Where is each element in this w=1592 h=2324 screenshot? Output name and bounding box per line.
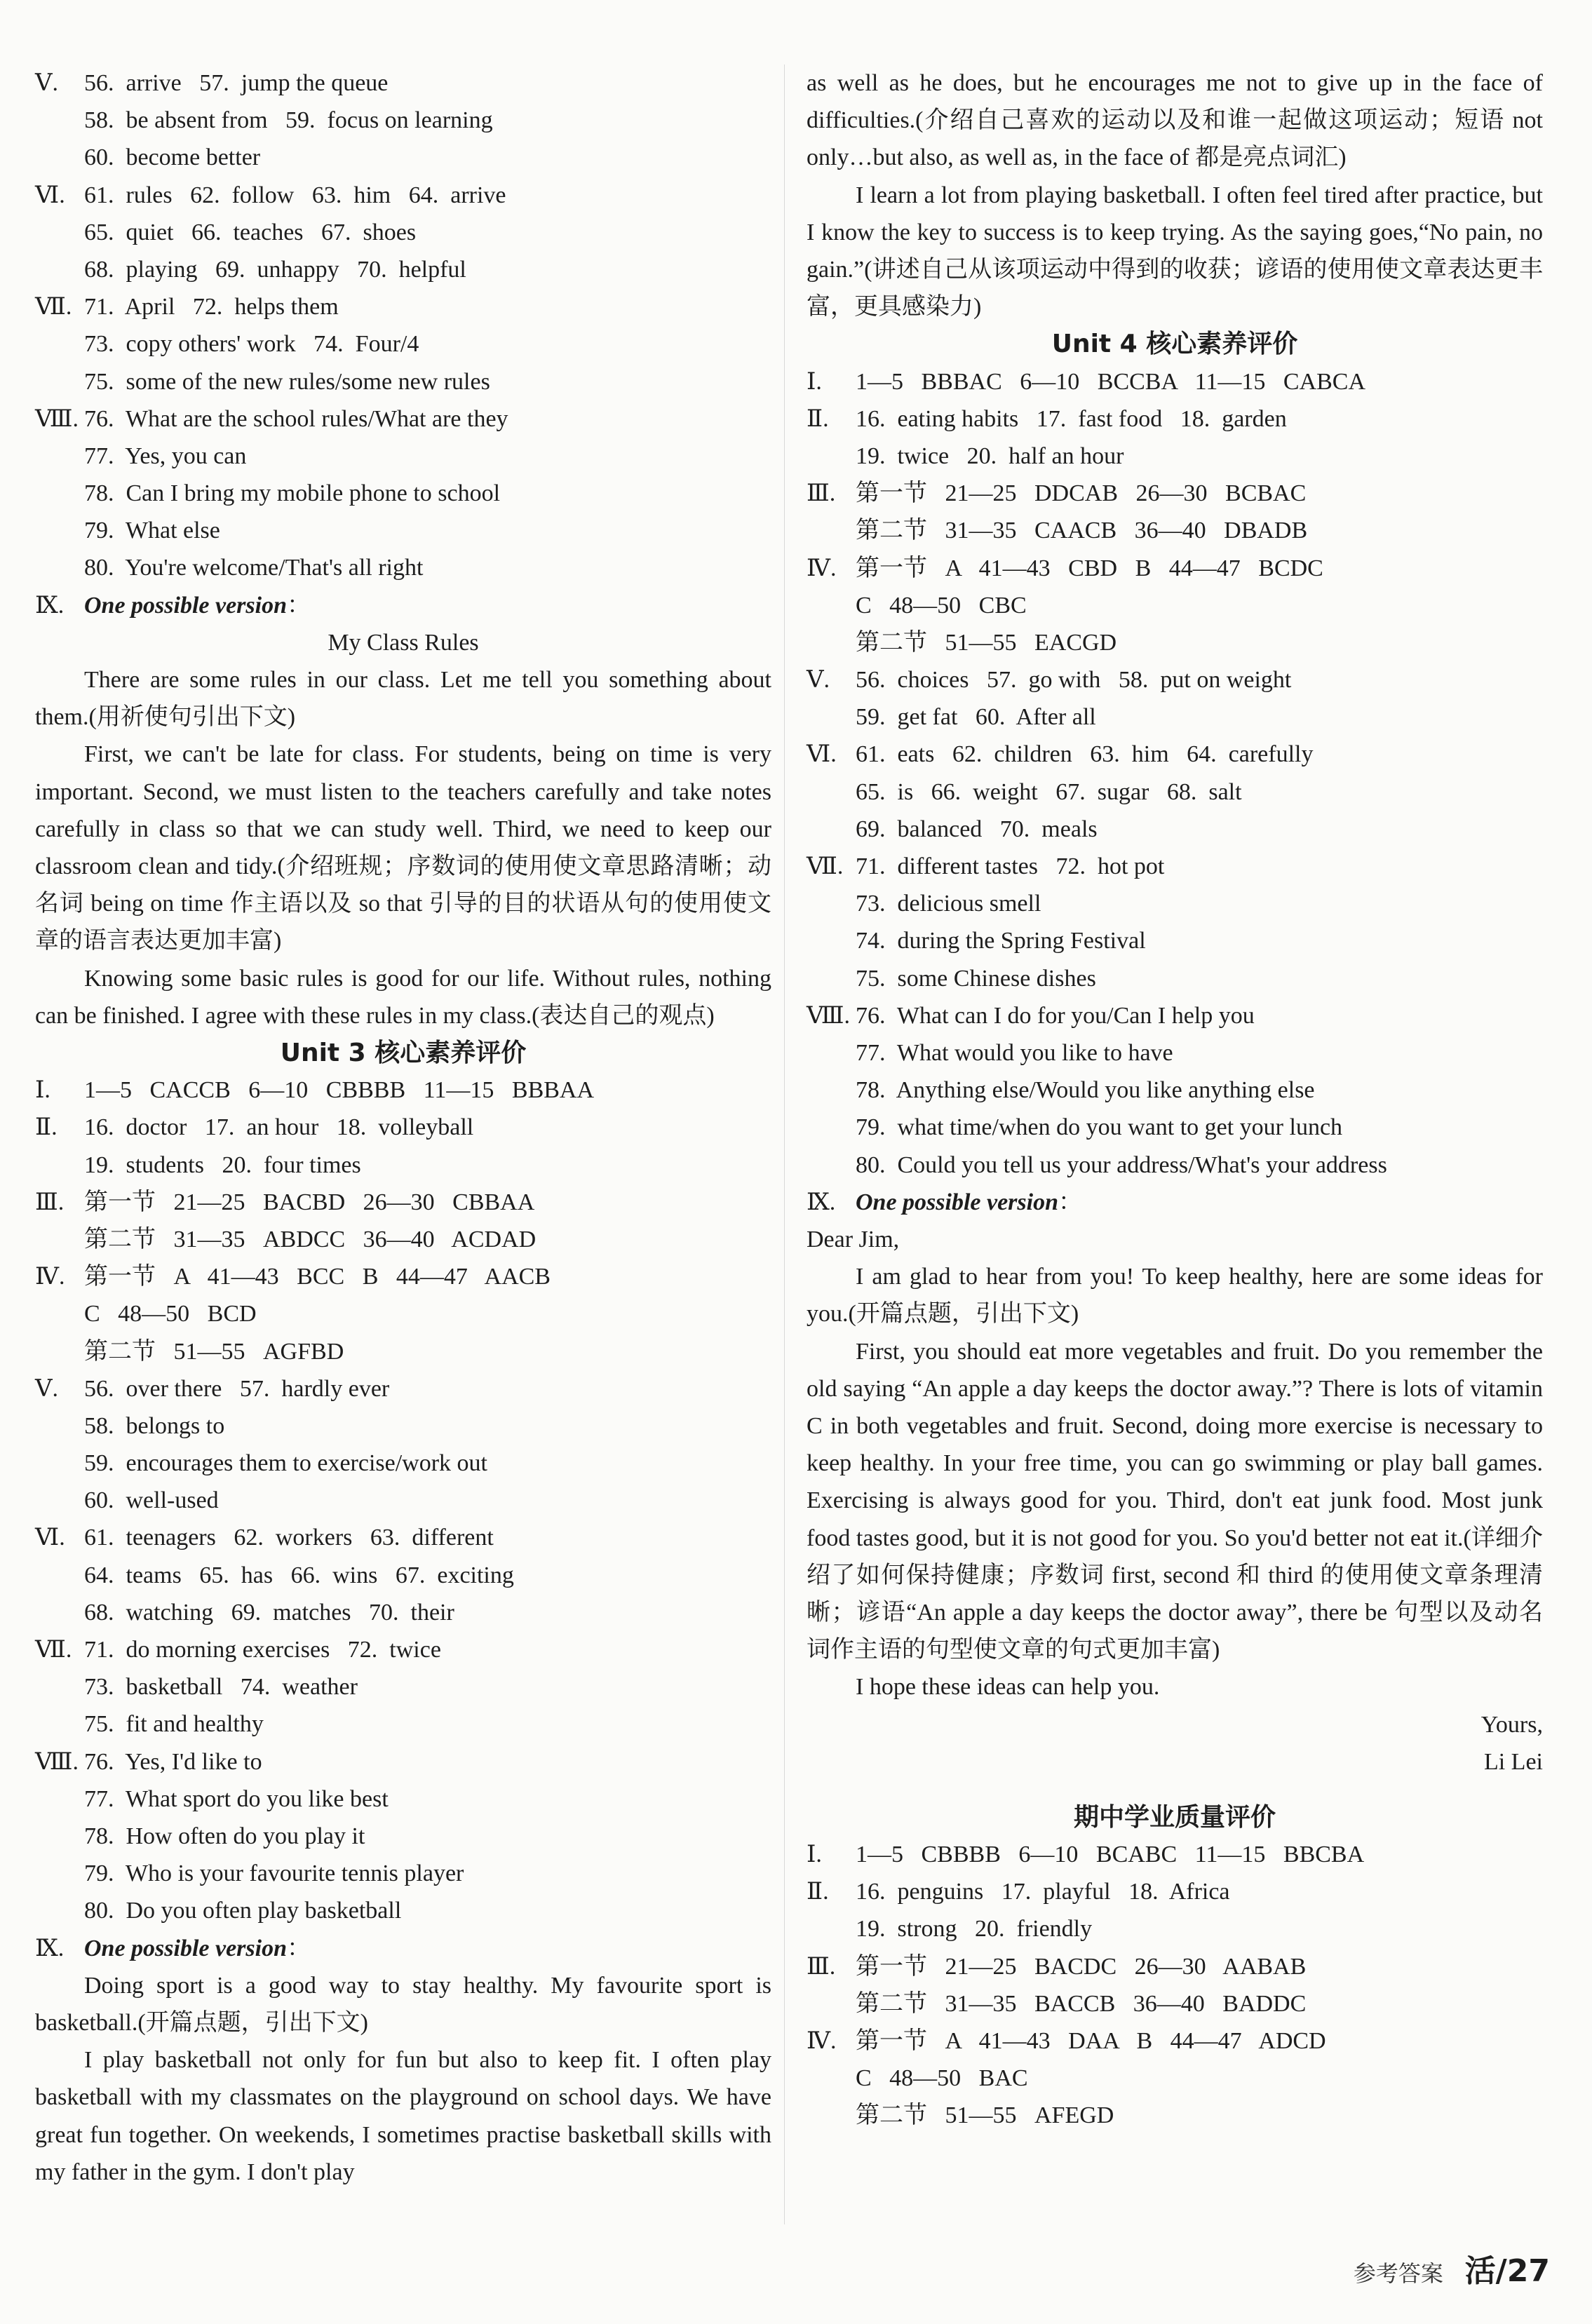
answer-text: 第一节 21—25 DDCAB 26—30 BCBAC <box>856 480 1307 507</box>
version-label: One possible version <box>84 592 287 619</box>
answer-line: 80. Could you tell us your address/What's your address <box>856 1151 1387 1178</box>
answer-line: 58. be absent from 59. focus on learning <box>84 107 493 134</box>
answer-text: 56. arrive 57. jump the queue <box>84 70 389 96</box>
unit-heading: Unit 3 核心素养评价 <box>280 1039 527 1068</box>
writing-section-label <box>35 587 771 624</box>
section-number: Ⅲ. <box>807 1953 836 1980</box>
answer-line: 80. Do you often play basketball <box>84 1898 402 1924</box>
answer-line: C 48—50 CBC <box>856 592 1027 619</box>
answer-text: 71. different tastes 72. hot pot <box>856 853 1165 880</box>
answer-line <box>35 1370 771 1407</box>
page-number: 活/27 <box>1464 2253 1550 2289</box>
answer-line: 78. Anything else/Would you like anything else <box>856 1077 1315 1104</box>
colon: ： <box>287 1935 311 1961</box>
answer-line <box>807 661 1543 698</box>
letter-signoff: Yours, <box>1480 1711 1543 1738</box>
answer-text: 76. What are the school rules/What are they <box>84 405 508 432</box>
answer-line: 73. basketball 74. weather <box>84 1674 358 1701</box>
answer-line <box>35 1109 771 1146</box>
section-number: Ⅷ. <box>35 405 79 432</box>
answer-line: 19. twice 20. half an hour <box>856 442 1124 469</box>
column-divider <box>784 65 785 2224</box>
essay-paragraph: as well as he does, but he encourages me not to give up in the face of difficulties.(介绍自己喜欢的运动以及和谁一起做这项运动；短语 not only…but also, as well as, in the face of 都是亮点词汇) <box>807 70 1543 171</box>
answer-line: 77. What would you like to have <box>856 1039 1173 1066</box>
answer-line: 第二节 31—35 ABDCC 36—40 ACDAD <box>84 1226 537 1252</box>
section-number: Ⅷ. <box>35 1748 79 1775</box>
right-column <box>807 65 1543 2135</box>
answer-line: 79. What else <box>84 518 220 544</box>
answer-line: 79. Who is your favourite tennis player <box>84 1860 464 1887</box>
colon: ： <box>287 592 311 619</box>
answer-text: 61. rules 62. follow 63. him 64. arrive <box>84 182 506 208</box>
answer-line: 第二节 51—55 AFEGD <box>856 2102 1114 2129</box>
section-number: Ⅵ. <box>35 182 65 208</box>
answer-line: 77. What sport do you like best <box>84 1785 389 1812</box>
section-number: Ⅳ. <box>807 555 837 581</box>
answer-line: 79. what time/when do you want to get your lunch <box>856 1114 1343 1141</box>
section-number: Ⅸ. <box>807 1189 836 1215</box>
answer-line <box>807 997 1543 1034</box>
answer-text: 16. doctor 17. an hour 18. volleyball <box>84 1114 474 1141</box>
section-number: Ⅶ. <box>35 294 72 320</box>
left-column <box>35 65 771 2191</box>
answer-text: 第一节 A 41—43 BCC B 44—47 AACB <box>84 1264 551 1290</box>
answer-text: 1—5 BBBAC 6—10 BCCBA 11—15 CABCA <box>856 368 1366 395</box>
letter-signoff: Li Lei <box>1483 1748 1543 1775</box>
answer-line: 60. become better <box>84 144 261 171</box>
answer-text: 第一节 A 41—43 DAA B 44—47 ADCD <box>856 2028 1326 2055</box>
section-number: Ⅸ. <box>35 592 65 619</box>
answer-line: 59. get fat 60. After all <box>856 704 1096 731</box>
section-number: Ⅴ. <box>35 70 59 96</box>
writing-section-label <box>807 1184 1543 1221</box>
answer-line <box>807 363 1543 400</box>
letter-greeting: Dear Jim, <box>807 1226 900 1252</box>
answer-line: 第二节 51—55 AGFBD <box>84 1338 344 1365</box>
section-number: Ⅲ. <box>35 1189 65 1215</box>
section-number: Ⅸ. <box>35 1935 65 1961</box>
unit-heading: 期中学业质量评价 <box>1073 1802 1276 1832</box>
unit-heading: Unit 4 核心素养评价 <box>1051 330 1298 359</box>
answer-text: 71. do morning exercises 72. twice <box>84 1637 441 1663</box>
answer-line <box>35 1519 771 1556</box>
answer-line: 第二节 51—55 EACGD <box>856 629 1117 656</box>
version-label: One possible version <box>84 1935 287 1961</box>
version-label: One possible version <box>856 1189 1058 1215</box>
answer-line <box>35 1631 771 1668</box>
answer-text: 56. choices 57. go with 58. put on weight <box>856 667 1292 694</box>
section-number: Ⅳ. <box>35 1264 65 1290</box>
essay-paragraph: Doing sport is a good way to stay healthy. My favourite sport is basketball.(开篇点题，引出下文) <box>35 1972 771 2036</box>
answer-text: 1—5 CBBBB 6—10 BCABC 11—15 BBCBA <box>856 1842 1365 1868</box>
answer-line <box>35 400 771 438</box>
answer-text: 61. teenagers 62. workers 63. different <box>84 1525 494 1551</box>
answer-line: 68. playing 69. unhappy 70. helpful <box>84 256 466 283</box>
section-number: Ⅱ. <box>807 1879 829 1905</box>
answer-line <box>807 1873 1543 1910</box>
answer-line: 75. some Chinese dishes <box>856 965 1096 992</box>
answer-text: 1—5 CACCB 6—10 CBBBB 11—15 BBBAA <box>84 1077 595 1104</box>
footer-label: 参考答案 <box>1353 2260 1443 2287</box>
answer-line <box>807 736 1543 773</box>
section-number: Ⅱ. <box>35 1114 58 1141</box>
section-number: Ⅴ. <box>35 1375 59 1402</box>
answer-line <box>807 400 1543 438</box>
section-number: Ⅰ. <box>807 1842 822 1868</box>
answer-line <box>807 848 1543 885</box>
answer-line: C 48—50 BCD <box>84 1301 257 1327</box>
answer-text: 76. Yes, I'd like to <box>84 1748 262 1775</box>
writing-section-label <box>35 1930 771 1967</box>
answer-line: 75. fit and healthy <box>84 1711 264 1738</box>
section-number: Ⅱ. <box>807 405 829 432</box>
answer-text: 第一节 21—25 BACBD 26—30 CBBAA <box>84 1189 535 1215</box>
answer-line: 65. quiet 66. teaches 67. shoes <box>84 219 417 245</box>
answer-line <box>35 1072 771 1109</box>
answer-line: 第二节 31—35 BACCB 36—40 BADDC <box>856 1990 1307 2017</box>
section-number: Ⅶ. <box>807 853 844 880</box>
answer-line: 19. strong 20. friendly <box>856 1916 1093 1943</box>
answer-line <box>35 1743 771 1781</box>
essay-paragraph: I play basketball not only for fun but also to keep fit. I often play basketball with my classmates on the playground on school days. We have great fun together. On weekends, I sometimes practise basketball skills with my father in the gym. I don't play <box>35 2047 771 2185</box>
answer-line: 68. watching 69. matches 70. their <box>84 1599 454 1626</box>
answer-line <box>35 177 771 214</box>
answer-line: 59. encourages them to exercise/work out <box>84 1450 487 1477</box>
answer-line: 80. You're welcome/That's all right <box>84 555 424 581</box>
answer-line <box>807 475 1543 512</box>
answer-line <box>807 1948 1543 1985</box>
section-number: Ⅷ. <box>807 1002 851 1029</box>
answer-line: 64. teams 65. has 66. wins 67. exciting <box>84 1562 514 1588</box>
essay-paragraph: There are some rules in our class. Let me tell you something about them.(用祈使句引出下文) <box>35 667 771 731</box>
answer-line: 74. during the Spring Festival <box>856 928 1146 954</box>
answer-line: 73. copy others' work 74. Four/4 <box>84 331 419 358</box>
section-number: Ⅲ. <box>807 480 836 507</box>
answer-text: 61. eats 62. children 63. him 64. carefully <box>856 741 1314 768</box>
answer-line: 19. students 20. four times <box>84 1151 361 1178</box>
section-number: Ⅵ. <box>35 1525 65 1551</box>
answer-line: 75. some of the new rules/some new rules <box>84 368 490 395</box>
answer-text: 56. over there 57. hardly ever <box>84 1375 390 1402</box>
answer-line <box>35 1258 771 1295</box>
answer-line: 69. balanced 70. meals <box>856 816 1098 842</box>
section-number: Ⅵ. <box>807 741 837 768</box>
section-number: Ⅰ. <box>35 1077 50 1104</box>
section-number: Ⅳ. <box>807 2028 837 2055</box>
answer-text: 16. penguins 17. playful 18. Africa <box>856 1879 1230 1905</box>
essay-paragraph: First, we can't be late for class. For students, being on time is very important. Second, we must listen to the teachers carefully and take notes carefully in class so that we can study well. Third, we need to keep our classroom clean and tidy.(介绍班规；序数词的使用使文章思路清晰；动名词 being on time 作主语以及 so that 引导的目的状语从句的使用使文章的语言表达更加丰富) <box>35 741 771 954</box>
page-footer <box>1354 2245 1550 2290</box>
section-number: Ⅴ. <box>807 667 830 694</box>
essay-paragraph: I learn a lot from playing basketball. I often feel tired after practice, but I know the key to success is to keep trying. As the saying goes,“No pain, no gain.”(讲述自己从该项运动中得到的收获；谚语的使用使文章表达更丰富，更具感染力) <box>807 182 1543 320</box>
answer-line <box>35 65 771 102</box>
answer-text: 76. What can I do for you/Can I help you <box>856 1002 1255 1029</box>
answer-line: C 48—50 BAC <box>856 2065 1028 2092</box>
section-number: Ⅰ. <box>807 368 822 395</box>
answer-line: 58. belongs to <box>84 1412 225 1439</box>
answer-line: 78. How often do you play it <box>84 1823 365 1849</box>
spacer <box>807 1781 1543 1799</box>
colon: ： <box>1058 1189 1082 1215</box>
answer-line: 65. is 66. weight 67. sugar 68. salt <box>856 778 1242 805</box>
section-number: Ⅶ. <box>35 1637 72 1663</box>
answer-line <box>807 1836 1543 1873</box>
answer-line: 60. well-used <box>84 1487 219 1514</box>
answer-line <box>807 550 1543 587</box>
essay-paragraph: Knowing some basic rules is good for our life. Without rules, nothing can be finished. I agree with these rules in my class.(表达自己的观点) <box>35 965 771 1029</box>
answer-line: 78. Can I bring my mobile phone to school <box>84 480 501 507</box>
answer-text: 71. April 72. helps them <box>84 294 339 320</box>
answer-line <box>35 1184 771 1221</box>
answer-text: 第一节 A 41—43 CBD B 44—47 BCDC <box>856 555 1323 581</box>
essay-paragraph: First, you should eat more vegetables and fruit. Do you remember the old saying “An apple a day keeps the doctor away.”? There is lots of vitamin C in both vegetables and fruit. Second, doing more exercise is necessary to keep healthy. In your free time, you can go swimming or play ball games. Exercising is always good for you. Third, don't eat junk food. Most junk food tastes good, but it is not good for you. So you'd better not eat it.(详细介绍了如何保持健康；序数词 first, second 和 third 的使用使文章条理清晰；谚语“An apple a day keeps the doctor away”, there be 句型以及动名词作主语的句型使文章的句式更加丰富) <box>807 1338 1543 1663</box>
answer-line <box>807 2022 1543 2060</box>
essay-paragraph: I am glad to hear from you! To keep healthy, here are some ideas for you.(开篇点题，引出下文) <box>807 1264 1543 1327</box>
essay-paragraph: I hope these ideas can help you. <box>856 1674 1160 1701</box>
essay-title: My Class Rules <box>328 629 479 656</box>
answer-line: 第二节 31—35 CAACB 36—40 DBADB <box>856 518 1308 544</box>
answer-line: 73. delicious smell <box>856 891 1041 917</box>
answer-text: 第一节 21—25 BACDC 26—30 AABAB <box>856 1953 1307 1980</box>
answer-line <box>35 288 771 325</box>
answer-text: 16. eating habits 17. fast food 18. garden <box>856 405 1287 432</box>
answer-line: 77. Yes, you can <box>84 442 247 469</box>
